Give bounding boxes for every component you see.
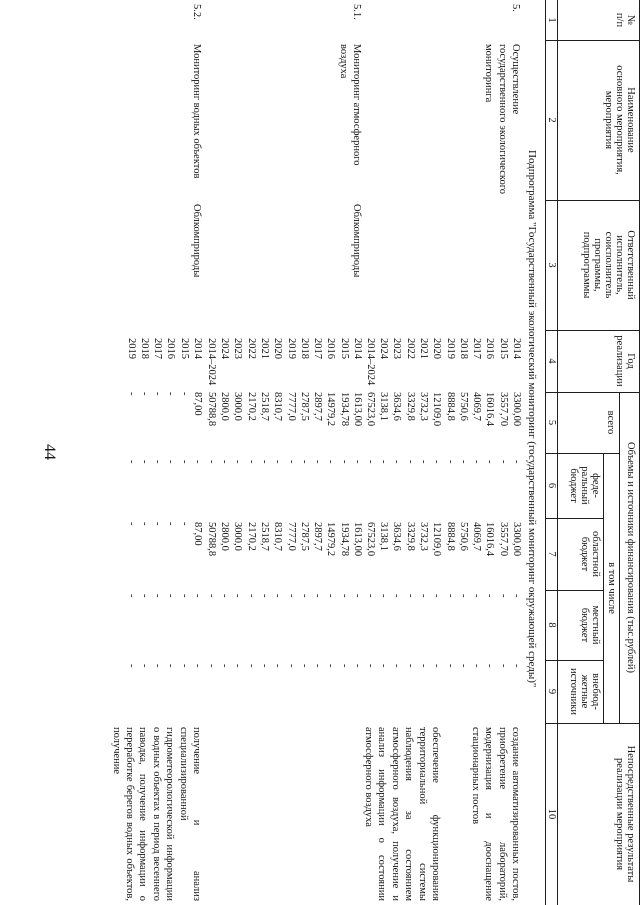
table-cell: - xyxy=(325,664,337,668)
table-cell: 67523,0 xyxy=(364,522,376,557)
table-cell: 2800,0 xyxy=(219,522,231,551)
table-cell: 3732,3 xyxy=(417,522,429,551)
table-cell: - xyxy=(272,664,284,668)
table-cell: 1613,00 xyxy=(352,522,363,557)
table-cell: 1613,00 xyxy=(352,392,363,427)
row-5-1-result-1: создание автоматизированных постов, приобретение лабораторий, модернизация и дооснащение стационарных постов xyxy=(469,727,521,901)
table-cell: - xyxy=(258,594,270,598)
index-cell: 1 xyxy=(546,17,557,23)
table-cell: 2787,5 xyxy=(298,392,310,421)
table-cell: - xyxy=(178,664,190,668)
header-col-including: в том числе xyxy=(606,562,617,614)
table-cell: - xyxy=(338,460,350,464)
table-cell: - xyxy=(138,460,150,464)
table-cell: 2017 xyxy=(312,338,324,359)
table-cell: - xyxy=(138,664,150,668)
table-cell: 4069,7 xyxy=(471,392,483,421)
row-5-2-results: получение и анализ специализированной гидрометеорологической информации о водных объектах в период весеннего паводка, получение информации о переработке берегов водных объектов, получение xyxy=(110,727,202,901)
table-cell: 2170,2 xyxy=(245,522,257,551)
table-cell: - xyxy=(457,460,469,464)
table-cell: - xyxy=(352,594,363,598)
row-5-2-federal xyxy=(124,460,204,480)
table-cell: - xyxy=(471,594,483,598)
table-cell: 2170,2 xyxy=(245,392,257,421)
table-cell: 2014–2024 xyxy=(364,338,376,386)
table-cell: - xyxy=(298,664,310,668)
index-cell: 10 xyxy=(546,808,557,820)
table-cell: 5750,6 xyxy=(457,522,469,551)
table-cell: 2022 xyxy=(404,338,416,359)
table-cell: 3000,0 xyxy=(232,522,244,551)
table-cell: - xyxy=(165,460,177,464)
table-cell: - xyxy=(312,664,324,668)
table-cell: 2024 xyxy=(219,338,231,359)
table-cell: 3300,00 xyxy=(511,522,522,557)
table-cell: - xyxy=(205,664,217,668)
table-cell: - xyxy=(325,594,337,598)
table-cell: 2018 xyxy=(457,338,469,359)
table-cell: - xyxy=(431,664,443,668)
row-5-extra xyxy=(363,664,523,684)
row-5-1-total xyxy=(204,392,364,448)
header-col-extra: внебюд- жетные источники xyxy=(567,668,601,715)
table-cell: - xyxy=(312,460,324,464)
row-5-regional xyxy=(363,522,523,584)
table-cell: - xyxy=(444,664,456,668)
table-cell: 1934,78 xyxy=(338,522,350,557)
table-cell: - xyxy=(484,460,496,464)
table-cell: - xyxy=(192,594,203,598)
table-cell: 3732,3 xyxy=(417,392,429,421)
table-cell: 3329,8 xyxy=(404,392,416,421)
table-cell: 2897,7 xyxy=(312,392,324,421)
table-cell: - xyxy=(165,392,177,396)
table-cell: - xyxy=(511,594,522,598)
table-cell: 3138,1 xyxy=(378,392,390,421)
table-cell: - xyxy=(152,460,164,464)
row-5-1-regional xyxy=(204,522,364,584)
table-cell: 2518,7 xyxy=(258,522,270,551)
table-cell: 2016 xyxy=(325,338,337,359)
index-cell: 6 xyxy=(546,482,557,489)
table-cell: 2024 xyxy=(378,338,390,359)
table-cell: 2019 xyxy=(285,338,297,359)
table-cell: - xyxy=(178,522,190,526)
table-cell: - xyxy=(298,460,310,464)
table-cell: 2023 xyxy=(232,338,244,359)
table-cell: - xyxy=(165,522,177,526)
table-cell: 2015 xyxy=(497,338,509,359)
table-cell: - xyxy=(404,664,416,668)
row-5-2-name: Мониторинг водных объектов xyxy=(191,44,202,179)
table-cell: - xyxy=(125,594,137,598)
table-cell: 1934,78 xyxy=(338,392,350,427)
row-5-1-name: Мониторинг атмосферного воздуха xyxy=(337,44,362,166)
table-cell: - xyxy=(232,460,244,464)
table-cell: - xyxy=(219,594,231,598)
table-cell: - xyxy=(258,460,270,464)
table-cell: - xyxy=(165,594,177,598)
table-cell: 2014 xyxy=(352,338,363,359)
table-cell: 5750,6 xyxy=(457,392,469,421)
table-cell: - xyxy=(138,522,150,526)
table-cell: - xyxy=(152,594,164,598)
table-cell: - xyxy=(152,522,164,526)
table-cell: 2023 xyxy=(391,338,403,359)
header-col-funding: Объемы и источники финансирования (тыс.рублей) xyxy=(625,442,636,673)
table-cell: - xyxy=(245,664,257,668)
table-cell: 87,00 xyxy=(192,522,203,546)
table-cell: - xyxy=(364,460,376,464)
table-cell: 3000,0 xyxy=(232,392,244,421)
table-cell: 3634,6 xyxy=(391,522,403,551)
table-cell: 3300,00 xyxy=(511,392,522,427)
table-cell: - xyxy=(192,664,203,668)
table-cell: - xyxy=(245,460,257,464)
table-cell: 2518,7 xyxy=(258,392,270,421)
header-col-responsible: Ответственный исполнитель, соисполнитель программы, подпрограммы xyxy=(580,230,636,300)
table-cell: - xyxy=(364,594,376,598)
table-cell: - xyxy=(178,392,190,396)
table-cell: - xyxy=(364,664,376,668)
table-cell: 2020 xyxy=(431,338,443,359)
table-cell: 12109,0 xyxy=(431,522,443,557)
row-5-1-responsible: Облкомприроды xyxy=(351,204,362,278)
table-cell: - xyxy=(178,460,190,464)
table-cell: 14979,2 xyxy=(325,392,337,427)
table-cell: 2019 xyxy=(444,338,456,359)
table-cell: 3329,8 xyxy=(404,522,416,551)
row-5-2-number: 5.2. xyxy=(191,4,202,20)
row-5-1-local xyxy=(204,594,364,614)
table-cell: 14979,2 xyxy=(325,522,337,557)
table-cell: - xyxy=(378,460,390,464)
header-col-local: местный бюджет xyxy=(578,605,601,645)
table-cell: - xyxy=(312,594,324,598)
table-cell: 3557,70 xyxy=(497,392,509,427)
table-cell: - xyxy=(444,594,456,598)
table-cell: 8884,8 xyxy=(444,392,456,421)
table-cell: 7777,0 xyxy=(285,392,297,421)
table-cell: 2015 xyxy=(178,338,190,359)
table-cell: - xyxy=(219,664,231,668)
table-cell: 2017 xyxy=(471,338,483,359)
row-5-2-extra xyxy=(124,664,204,684)
table-cell: - xyxy=(431,594,443,598)
table-cell: - xyxy=(404,594,416,598)
table-cell: 2014–2024 xyxy=(205,338,217,386)
table-cell: 2022 xyxy=(245,338,257,359)
row-5-2-total xyxy=(124,392,204,448)
table-cell: - xyxy=(285,460,297,464)
table-cell: 7777,0 xyxy=(285,522,297,551)
table-cell: 2014 xyxy=(192,338,203,359)
row-5-1-result-2: обеспечение функционирования территориальной системы наблюдения за состоянием атмосферного воздуха, получение и анализ информации о состоянии атмосферного воздуха xyxy=(362,727,441,901)
row-5-2-responsible: Облкомприроды xyxy=(191,204,202,278)
table-cell: - xyxy=(444,460,456,464)
subprogram-title: Подпрограмма "Государственный экологический мониторинг (государственный мониторинг окружающей среды)" xyxy=(526,150,538,688)
table-cell: - xyxy=(125,460,137,464)
table-cell: - xyxy=(471,460,483,464)
table-cell: 2787,5 xyxy=(298,522,310,551)
header-col-total: всего xyxy=(605,410,616,435)
table-cell: - xyxy=(232,664,244,668)
row-5-1-years xyxy=(204,338,364,396)
table-cell: 8310,7 xyxy=(272,392,284,421)
table-cell: - xyxy=(232,594,244,598)
table-cell: - xyxy=(417,664,429,668)
row-5-name: Осуществление государственного экологического мониторинга xyxy=(483,44,521,194)
table-cell: - xyxy=(272,460,284,464)
table-cell: 2017 xyxy=(152,338,164,359)
table-cell: 2019 xyxy=(125,338,137,359)
table-cell: - xyxy=(484,594,496,598)
row-5-1-number: 5.1. xyxy=(351,4,362,20)
table-cell: 67523,0 xyxy=(364,392,376,427)
table-cell: - xyxy=(391,460,403,464)
table-cell: - xyxy=(138,594,150,598)
index-cell: 3 xyxy=(546,262,557,268)
row-5-1-extra xyxy=(204,664,364,684)
table-cell: - xyxy=(165,664,177,668)
index-cell: 9 xyxy=(546,688,557,695)
table-cell: 2020 xyxy=(272,338,284,359)
table-cell: - xyxy=(484,664,496,668)
table-cell: - xyxy=(245,594,257,598)
table-cell: - xyxy=(285,594,297,598)
table-cell: - xyxy=(404,460,416,464)
row-5-2-regional xyxy=(124,522,204,584)
table-cell: - xyxy=(219,460,231,464)
index-cell: 2 xyxy=(546,117,557,123)
table-cell: 3557,70 xyxy=(497,522,509,557)
table-cell: 2021 xyxy=(258,338,270,359)
table-cell: 8884,8 xyxy=(444,522,456,551)
page-number: 44 xyxy=(41,444,58,460)
index-cell: 5 xyxy=(546,419,557,426)
index-cell: 8 xyxy=(546,622,557,628)
table-cell: - xyxy=(178,594,190,598)
table-cell: - xyxy=(497,460,509,464)
rule-including-under xyxy=(603,453,604,723)
table-cell: - xyxy=(152,392,164,396)
table-cell: - xyxy=(417,594,429,598)
table-cell: - xyxy=(258,664,270,668)
header-col-year: Год реализации xyxy=(613,335,636,387)
table-cell: 16016,4 xyxy=(484,392,496,427)
table-cell: 3138,1 xyxy=(378,522,390,551)
table-cell: 2014 xyxy=(511,338,522,359)
table-cell: - xyxy=(391,594,403,598)
row-5-local xyxy=(363,594,523,614)
table-cell: - xyxy=(125,522,137,526)
rule-funding-under xyxy=(619,392,620,723)
table-cell: - xyxy=(511,460,522,464)
table-cell: 12109,0 xyxy=(431,392,443,427)
table-cell: 4069,7 xyxy=(471,522,483,551)
header-col-federal: феде- ральный бюджет xyxy=(567,466,601,505)
table-cell: - xyxy=(378,664,390,668)
row-5-2-years xyxy=(124,338,204,396)
table-cell: - xyxy=(338,664,350,668)
table-cell: 2016 xyxy=(165,338,177,359)
table-cell: - xyxy=(125,392,137,396)
row-5-federal xyxy=(363,460,523,480)
table-cell: 2018 xyxy=(298,338,310,359)
table-cell: - xyxy=(391,664,403,668)
header-col-name: Наименование основного мероприятия, мероприятия xyxy=(602,65,636,175)
index-cell: 7 xyxy=(546,551,557,557)
table-cell: 2018 xyxy=(138,338,150,359)
table-cell: - xyxy=(285,664,297,668)
table-cell: - xyxy=(471,664,483,668)
table-cell: - xyxy=(138,392,150,396)
table-cell: - xyxy=(497,594,509,598)
table-cell: - xyxy=(205,594,217,598)
row-5-2-local xyxy=(124,594,204,614)
table-cell: 2897,7 xyxy=(312,522,324,551)
row-5-total xyxy=(363,392,523,448)
table-cell: - xyxy=(325,460,337,464)
table-cell: - xyxy=(352,664,363,668)
table-cell: 2800,0 xyxy=(219,392,231,421)
table-cell: - xyxy=(152,664,164,668)
table-cell: - xyxy=(431,460,443,464)
table-cell: - xyxy=(457,594,469,598)
table-cell: 3634,6 xyxy=(391,392,403,421)
table-cell: - xyxy=(497,664,509,668)
table-cell: 87,00 xyxy=(192,392,203,416)
table-cell: - xyxy=(417,460,429,464)
header-col-regional: областной бюджет xyxy=(578,531,601,577)
table-cell: - xyxy=(338,594,350,598)
table-cell: 8310,7 xyxy=(272,522,284,551)
header-col-num: № п/п xyxy=(613,12,636,28)
table-cell: - xyxy=(272,594,284,598)
table-cell: 50788,8 xyxy=(205,392,217,427)
table-cell: 16016,4 xyxy=(484,522,496,557)
table-cell: - xyxy=(457,664,469,668)
table-cell: - xyxy=(192,460,203,464)
header-col-results: Непосредственные результаты реализации мероприятия xyxy=(613,745,636,883)
row-5-years xyxy=(363,338,523,396)
table-cell: - xyxy=(125,664,137,668)
table-cell: 2016 xyxy=(484,338,496,359)
table-cell: 2015 xyxy=(338,338,350,359)
index-cell: 4 xyxy=(546,358,557,364)
table-cell: - xyxy=(205,460,217,464)
table-cell: - xyxy=(511,664,522,668)
table-cell: 2021 xyxy=(417,338,429,359)
table-cell: - xyxy=(352,460,363,464)
table-cell: - xyxy=(298,594,310,598)
row-5-number: 5. xyxy=(510,4,521,12)
table-cell: 50788,8 xyxy=(205,522,217,557)
table-cell: - xyxy=(378,594,390,598)
row-5-1-federal xyxy=(204,460,364,480)
